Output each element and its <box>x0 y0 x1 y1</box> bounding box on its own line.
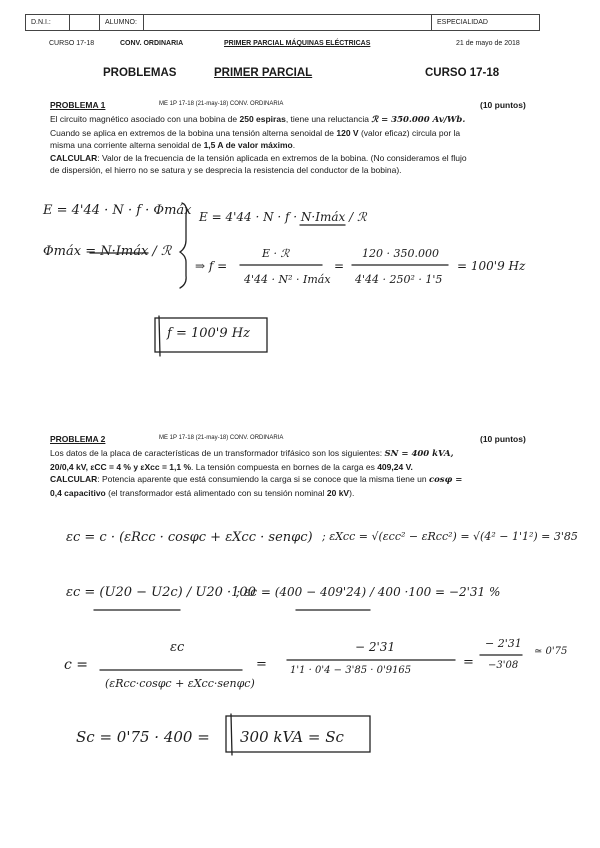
p1-result-box-stroke <box>159 316 160 356</box>
p2-result-box-stroke <box>231 714 232 755</box>
p2-result-box <box>226 716 370 752</box>
p1-f-den: 4'44 · N² · Imáx <box>244 273 331 286</box>
p2-line2-left: εc = (U20 − U2c) / U20 ·100 <box>66 585 256 600</box>
p1-f-num: E · ℛ <box>262 247 290 260</box>
p2-c-den3: −3'08 <box>488 660 519 671</box>
p1-eq-flux: Φmáx = N·Imáx / ℛ <box>43 244 172 259</box>
p2-c-eq1: = <box>256 657 267 672</box>
header-exam-title: PRIMER PARCIAL MÁQUINAS ELÉCTRICAS <box>224 40 371 47</box>
problem1-label: PROBLEMA 1 <box>50 100 106 110</box>
p2-c-den2: 1'1 · 0'4 − 3'85 · 0'9165 <box>290 665 412 676</box>
p1-result: = 100'9 Hz <box>457 259 526 273</box>
problem2-code: ME 1P 17-18 (21-may-18) CONV. ORDINARIA <box>159 435 284 441</box>
header-curso: CURSO 17-18 <box>49 40 95 47</box>
p2-s-boxed-result: 300 kVA = Sc <box>240 728 344 746</box>
problem1-code: ME 1P 17-18 (21-may-18) CONV. ORDINARIA <box>159 101 284 107</box>
problem2-statement: Los datos de la placa de características de un transformador trifásico son los siguientes: SN = 400 kVA, 20/0,4 kV, εCC = 4 % y εXcc = 1,1 %. La tensión compuesta en bornes de la carga es 409,24 V. CALCULAR: Potencia aparente que está consumiendo la carga si se conoce que la misma tiene un cosφ = 0,4 capacitivo (el transformador está alimentado con su tensión nominal 20 kV). <box>50 448 463 498</box>
p1-num2: 120 · 350.000 <box>362 247 439 260</box>
p2-s-calc: Sc = 0'75 · 400 = <box>76 728 210 746</box>
alumno-label: ALUMNO: <box>100 15 144 30</box>
p1-brace <box>180 203 187 288</box>
problem2-label: PROBLEMA 2 <box>50 434 106 444</box>
p1-den2: 4'44 · 250² · 1'5 <box>355 273 443 286</box>
especialidad-label: ESPECIALIDAD <box>437 19 488 26</box>
p1-result-box <box>155 318 267 352</box>
p2-c-den: (εRcc·cosφc + εXcc·senφc) <box>105 677 255 690</box>
p2-c-num2: − 2'31 <box>355 640 396 654</box>
p1-f-label: ⇒ f = <box>195 259 228 273</box>
p2-c-num: εc <box>170 640 185 655</box>
header-date: 21 de mayo de 2018 <box>456 40 520 47</box>
dni-label: D.N.I.: <box>26 15 70 30</box>
p2-c-result: ≃ 0'75 <box>534 646 568 657</box>
p1-boxed-result: f = 100'9 Hz <box>167 326 250 341</box>
p2-c-num3: − 2'31 <box>485 637 522 650</box>
p2-c-label: c = <box>64 657 89 673</box>
p1-eq: = <box>334 259 345 273</box>
title-parcial: PRIMER PARCIAL <box>214 67 313 79</box>
header-convocatoria: CONV. ORDINARIA <box>120 40 184 47</box>
title-problemas: PROBLEMAS <box>103 67 177 79</box>
problem1-statement: El circuito magnético asociado con una bobina de 250 espiras, tiene una reluctancia ℛ = 350.000 Av/Wb. Cuando se aplica en extremos de la bobina una tensión alterna senoidal de 120 V (valor eficaz) circula por la misma una corriente alterna senoidal de 1,5 A de valor máximo. CALCULAR: Valor de la frecuencia de la tensión aplicada en extremos de la bobina. (No consideramos el flujo de dispersión, el hierro no se satura y se desprecia la resistencia del conductor de la bobina). <box>50 114 467 176</box>
problem2-points: (10 puntos) <box>480 434 526 444</box>
p1-eq-emf-subst: E = 4'44 · N · f · N·Imáx / ℛ <box>199 210 367 224</box>
p2-line1-left: εc = c · (εRcc · cosφc + εXcc · senφc) <box>66 530 313 545</box>
p2-line1-right: ; εXcc = √(εcc² − εRcc²) = √(4² − 1'1²) = 3'85 <box>322 530 578 543</box>
problem1-points: (10 puntos) <box>480 100 526 110</box>
p2-c-eq2: = <box>463 655 474 670</box>
p2-line2-right: ; εc = (400 − 409'24) / 400 ·100 = −2'31 % <box>236 585 501 599</box>
title-curso: CURSO 17-18 <box>425 67 500 79</box>
p1-eq-emf: E = 4'44 · N · f · Φmáx <box>43 203 192 218</box>
